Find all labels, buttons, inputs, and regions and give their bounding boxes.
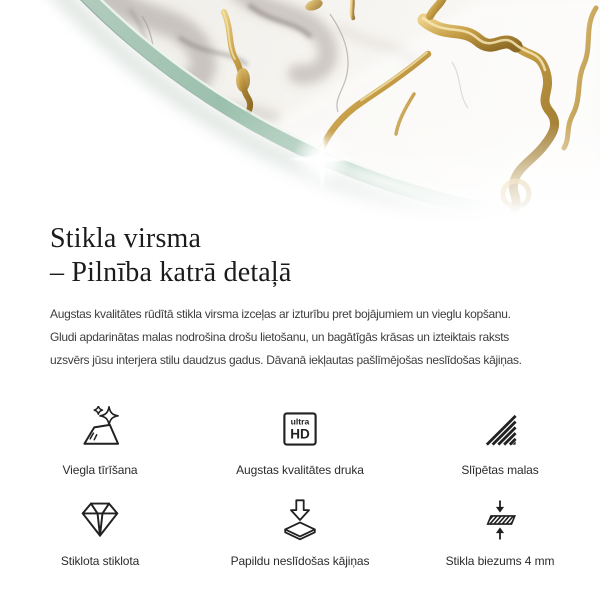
feature-label: Stikla biezums 4 mm xyxy=(445,554,555,568)
feature-item-anti-slip-feet xyxy=(200,497,400,568)
feature-label: Papildu neslīdošas kājiņas xyxy=(230,554,370,568)
description-line-3: uzsvērs jūsu interjera stilu daudzus gadus. Dāvanā iekļautas pašlīmējošas neslīdošas kājiņas. xyxy=(50,353,522,367)
glass-thickness-icon xyxy=(477,497,523,543)
feature-label: Viegla tīrīšana xyxy=(62,463,138,477)
glass-diamond-icon xyxy=(77,497,123,543)
hero-image-canvas xyxy=(0,0,600,222)
feature-item-easy-cleaning xyxy=(0,406,200,477)
ultra-hd-text-bottom: HD xyxy=(290,426,310,442)
polished-edges-icon xyxy=(477,406,523,452)
title-line-2: – Pilnība katrā detaļā xyxy=(50,257,292,288)
product-info-section xyxy=(0,222,600,372)
feature-item-polished-edges xyxy=(400,406,600,477)
description-line-2: Gludi apdarinātas malas nodrošina drošu lietošanu, un bagātīgās krāsas un izteiktais raksts xyxy=(50,330,509,344)
feature-label: Slīpētas malas xyxy=(461,463,539,477)
feature-label: Stiklota stiklota xyxy=(60,554,140,568)
ultra-hd-text-top: ultra xyxy=(290,416,310,427)
ultra-hd-icon xyxy=(277,406,323,452)
feature-item-glass-thickness xyxy=(400,497,600,568)
feature-grid xyxy=(0,406,600,568)
title-line-1: Stikla virsma xyxy=(50,223,202,254)
anti-slip-feet-icon xyxy=(277,497,323,543)
feature-item-ultra-hd xyxy=(200,406,400,477)
feature-label: Augstas kvalitātes druka xyxy=(236,463,364,477)
hero-product-photo xyxy=(0,0,600,222)
bottom-fade xyxy=(0,0,600,222)
product-description xyxy=(50,303,600,372)
page-title xyxy=(50,222,600,290)
description-line-1: Augstas kvalitātes rūdītā stikla virsma izceļas ar izturību pret bojājumiem un vieglu kopšanu. xyxy=(50,307,511,321)
easy-cleaning-icon xyxy=(77,406,123,452)
feature-item-glass-diamond xyxy=(0,497,200,568)
